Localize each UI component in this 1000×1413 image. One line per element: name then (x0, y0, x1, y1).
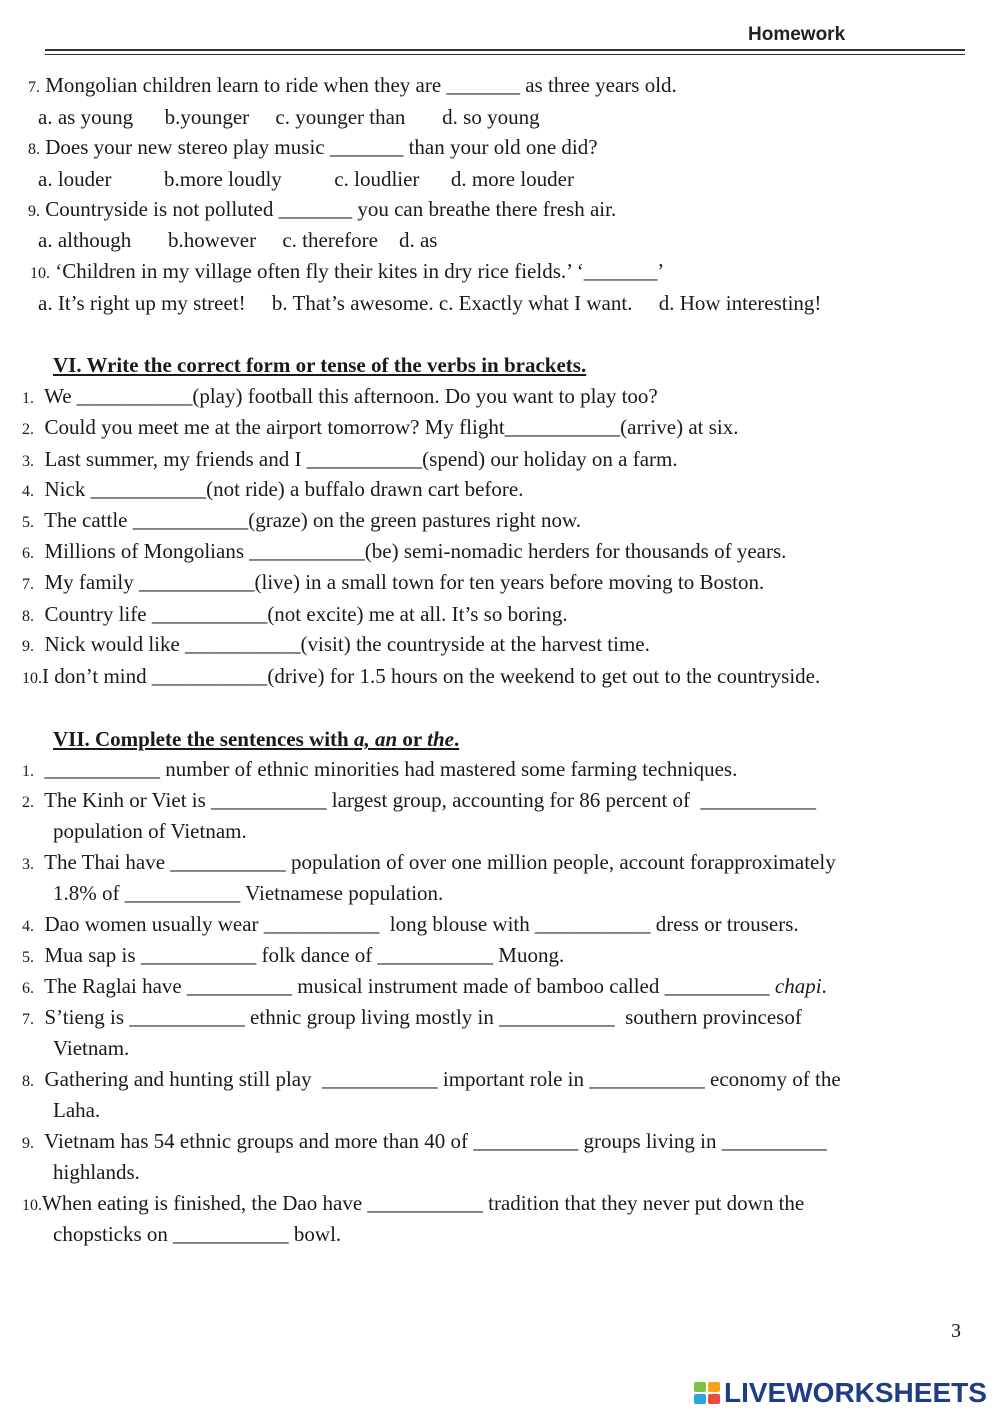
item-text: Could you meet me at the airport tomorrow? My flight___________(arrive) at six. (44, 415, 739, 439)
item-text: The Kinh or Viet is ___________ largest group, accounting for 86 percent of ___________ (44, 788, 817, 812)
heading-prefix: VII. Complete the sentences with (53, 727, 354, 751)
question-text: Does your new stereo play music _______ than your old one did? (45, 135, 598, 159)
section-7-item-continuation: Vietnam. (53, 1036, 130, 1060)
item-number: 6. (22, 545, 34, 562)
heading-a-an: a, an (353, 727, 398, 751)
mcq-options-7: a. as young b.younger c. younger than d. so young (38, 105, 540, 129)
item-number: 10. (22, 670, 42, 687)
item-number: 3. (22, 453, 34, 470)
section-7-item (22, 911, 799, 940)
section-7-item-continuation: Laha. (53, 1098, 101, 1122)
section-6-heading: VI. Write the correct form or tense of the verbs in brackets. (53, 353, 587, 377)
mcq-question-7 (28, 72, 677, 101)
header-rule-thin (45, 54, 965, 55)
question-text: Mongolian children learn to ride when they are _______ as three years old. (45, 73, 677, 97)
section-6-item (22, 538, 786, 567)
section-6-item (22, 476, 523, 505)
section-7-item-continuation: chopsticks on ___________ bowl. (53, 1222, 342, 1246)
item-number: 7. (22, 576, 34, 593)
brand-name: LIVEWORKSHEETS (724, 1377, 987, 1408)
question-number: 8. (28, 141, 40, 158)
mcq-options-9: a. although b.however c. therefore d. as (38, 228, 438, 252)
item-text: Nick would like ___________(visit) the countryside at the harvest time. (44, 632, 650, 656)
item-text: Last summer, my friends and I ___________(spend) our holiday on a farm. (44, 447, 678, 471)
heading-or: or (397, 727, 428, 751)
section-6-item (22, 414, 739, 443)
section-7-item-continuation: highlands. (53, 1160, 140, 1184)
page-number: 3 (951, 1320, 961, 1342)
item-text: The Raglai have __________ musical instrument made of bamboo called __________ (44, 974, 775, 998)
heading-dot: . (453, 727, 460, 751)
question-text: ‘Children in my village often fly their kites in dry rice fields.’ ‘_______’ (55, 259, 665, 283)
item-text: We ___________(play) football this afternoon. Do you want to play too? (44, 384, 658, 408)
section-7-item (22, 973, 827, 1002)
item-number: 9. (22, 1135, 34, 1152)
item-number: 4. (22, 918, 34, 935)
section-7-item (22, 1066, 841, 1095)
item-text: My family ___________(live) in a small town for ten years before moving to Boston. (44, 570, 765, 594)
item-text: Nick ___________(not ride) a buffalo drawn cart before. (44, 477, 524, 501)
question-number: 10. (30, 265, 50, 282)
question-number: 9. (28, 203, 40, 220)
item-text: ___________ number of ethnic minorities had mastered some farming techniques. (44, 757, 738, 781)
item-number: 10. (22, 1197, 42, 1214)
item-number: 5. (22, 949, 34, 966)
mcq-question-9 (28, 196, 616, 225)
item-text: I don’t mind ___________(drive) for 1.5 hours on the weekend to get out to the countryside. (42, 664, 821, 688)
item-text: The Thai have ___________ population of over one million people, account forapproximately (44, 850, 836, 874)
mcq-options-8: a. louder b.more loudly c. loudlier d. more louder (38, 167, 574, 191)
section-6-item (22, 446, 678, 475)
question-text: Countryside is not polluted _______ you can breathe there fresh air. (45, 197, 617, 221)
item-text: S’tieng is ___________ ethnic group living mostly in ___________ southern provincesof (44, 1005, 802, 1029)
mcq-question-10 (30, 258, 664, 287)
header-rule-thick (45, 49, 965, 51)
header-title: Homework (748, 24, 846, 45)
item-text: The cattle ___________(graze) on the green pastures right now. (44, 508, 581, 532)
heading-the: the (427, 727, 454, 751)
item-number: 5. (22, 514, 34, 531)
item-number: 6. (22, 980, 34, 997)
section-7-item-continuation: 1.8% of ___________ Vietnamese population. (53, 881, 444, 905)
item-number: 1. (22, 390, 34, 407)
item-end: . (821, 974, 827, 998)
section-6-item (22, 601, 568, 630)
section-6-item (22, 507, 581, 536)
item-text: Vietnam has 54 ethnic groups and more than 40 of __________ groups living in __________ (44, 1129, 827, 1153)
item-number: 9. (22, 638, 34, 655)
mcq-question-8 (28, 134, 598, 163)
liveworksheets-logo-icon (694, 1380, 722, 1406)
liveworksheets-logo[interactable] (694, 1378, 987, 1408)
section-7-item (22, 1004, 802, 1033)
item-number: 2. (22, 794, 34, 811)
section-7-heading (53, 726, 459, 752)
item-text: Mua sap is ___________ folk dance of ___________ Muong. (44, 943, 565, 967)
item-text: Dao women usually wear ___________ long blouse with ___________ dress or trousers. (44, 912, 799, 936)
item-text: Country life ___________(not excite) me at all. It’s so boring. (44, 602, 568, 626)
item-text: When eating is finished, the Dao have ___________ tradition that they never put down the (42, 1191, 805, 1215)
item-number: 7. (22, 1011, 34, 1028)
item-number: 4. (22, 483, 34, 500)
section-6-item (22, 663, 820, 692)
item-number: 2. (22, 421, 34, 438)
section-7-item (22, 849, 836, 878)
section-6-item (22, 569, 764, 598)
section-7-item (22, 1190, 804, 1219)
section-6-item (22, 383, 658, 412)
item-number: 3. (22, 856, 34, 873)
section-7-item-continuation: population of Vietnam. (53, 819, 247, 843)
section-7-item (22, 787, 816, 816)
question-number: 7. (28, 79, 40, 96)
section-6-item (22, 631, 650, 660)
item-text: Gathering and hunting still play ___________ important role in ___________ economy of the (44, 1067, 841, 1091)
section-7-item (22, 942, 564, 971)
mcq-options-10: a. It’s right up my street! b. That’s awesome. c. Exactly what I want. d. How interesting! (38, 291, 822, 315)
item-number: 8. (22, 608, 34, 625)
item-number: 1. (22, 763, 34, 780)
item-number: 8. (22, 1073, 34, 1090)
item-text: Millions of Mongolians ___________(be) semi-nomadic herders for thousands of years. (44, 539, 787, 563)
section-7-item (22, 1128, 827, 1157)
item-italic-word: chapi (774, 974, 822, 998)
section-7-item (22, 756, 737, 785)
